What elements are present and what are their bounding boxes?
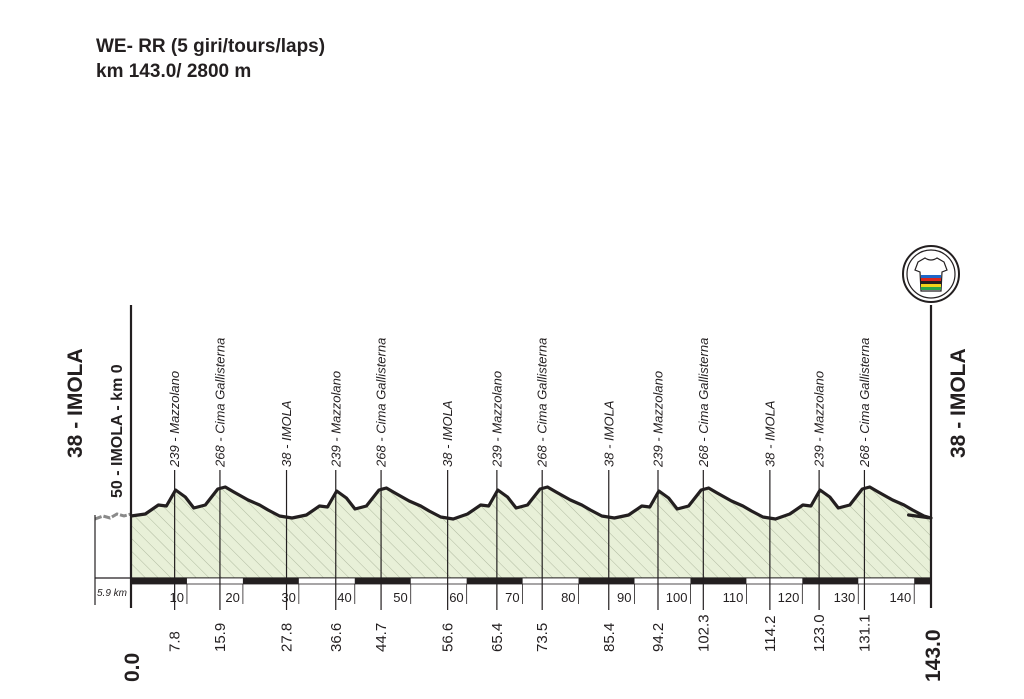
waypoint-km-label: 65.4 xyxy=(488,622,506,652)
waypoint-label: 38 - IMOLA xyxy=(279,400,295,467)
waypoint-km-label: 102.3 xyxy=(695,614,713,652)
km-tick-label: 20 xyxy=(225,590,240,605)
km-tick-label: 40 xyxy=(337,590,352,605)
waypoint-label: 268 - Cima Gallisterna xyxy=(534,337,550,467)
km-tick-label: 100 xyxy=(665,590,688,605)
waypoint-label: 38 - IMOLA xyxy=(601,400,617,467)
neutral-zone-label: 5.9 km xyxy=(97,588,128,599)
waypoint-km-label: 123.0 xyxy=(811,614,829,652)
start-sub-label: 50 - IMOLA - km 0 xyxy=(109,364,126,498)
km-bar-segment xyxy=(690,578,746,584)
waypoint-label: 239 - Mazzolano xyxy=(811,370,827,467)
waypoint-label: 268 - Cima Gallisterna xyxy=(212,337,228,467)
start-altitude-label: 38 - IMOLA xyxy=(64,348,87,458)
km-tick-label: 10 xyxy=(169,590,184,605)
km-tick-label: 80 xyxy=(561,590,576,605)
km-bar-segment xyxy=(467,578,523,584)
km-tick-label: 90 xyxy=(617,590,632,605)
km-tick-label: 120 xyxy=(777,590,800,605)
waypoint-km-label: 44.7 xyxy=(373,622,391,652)
waypoint-km-label: 36.6 xyxy=(327,622,345,652)
waypoint-km-label: 15.9 xyxy=(211,622,229,652)
waypoint-labels xyxy=(167,338,872,468)
waypoint-km-label: 85.4 xyxy=(600,622,618,652)
km-bar-segment xyxy=(243,578,299,584)
waypoint-label: 239 - Mazzolano xyxy=(650,370,666,467)
start-km-label: 0.0 xyxy=(121,652,144,682)
waypoint-label: 239 - Mazzolano xyxy=(167,370,183,467)
waypoint-km-labels xyxy=(167,614,874,652)
waypoint-km-label: 27.8 xyxy=(278,622,296,652)
km-tick-label: 30 xyxy=(281,590,296,605)
km-tick-label: 70 xyxy=(505,590,520,605)
km-tick-label: 130 xyxy=(833,590,856,605)
title-line-2: km 143.0/ 2800 m xyxy=(96,61,252,82)
km-bar-segment xyxy=(131,578,187,584)
waypoint-label: 239 - Mazzolano xyxy=(489,370,505,467)
waypoint-km-label: 56.6 xyxy=(439,622,457,652)
waypoint-label: 239 - Mazzolano xyxy=(328,370,344,467)
km-tick-label: 140 xyxy=(889,590,912,605)
km-tick-label: 110 xyxy=(722,590,744,605)
waypoint-km-label: 73.5 xyxy=(534,622,552,652)
waypoint-km-label: 114.2 xyxy=(761,615,779,652)
km-bar-segment xyxy=(579,578,635,584)
km-bar-segment xyxy=(355,578,411,584)
neutral-zone-line xyxy=(95,514,131,519)
waypoint-label: 268 - Cima Gallisterna xyxy=(695,337,711,467)
waypoint-km-label: 131.1 xyxy=(856,614,874,652)
km-tick-label: 60 xyxy=(449,590,464,605)
waypoint-km-label: 94.2 xyxy=(649,622,667,652)
finish-altitude-label: 38 - IMOLA xyxy=(947,348,970,458)
km-bar-segment xyxy=(914,578,931,584)
waypoint-label: 38 - IMOLA xyxy=(440,400,456,467)
waypoint-km-label: 7.8 xyxy=(166,631,184,652)
waypoint-label: 268 - Cima Gallisterna xyxy=(856,337,872,467)
km-bar-segment xyxy=(802,578,858,584)
finish-km-label: 143.0 xyxy=(922,629,945,682)
rainbow-jersey-icon xyxy=(903,246,959,302)
title-line-1: WE- RR (5 giri/tours/laps) xyxy=(96,36,326,57)
waypoint-label: 38 - IMOLA xyxy=(762,400,778,467)
km-scale-bar xyxy=(131,578,931,584)
km-tick-label: 50 xyxy=(393,590,408,605)
waypoint-label: 268 - Cima Gallisterna xyxy=(373,337,389,467)
